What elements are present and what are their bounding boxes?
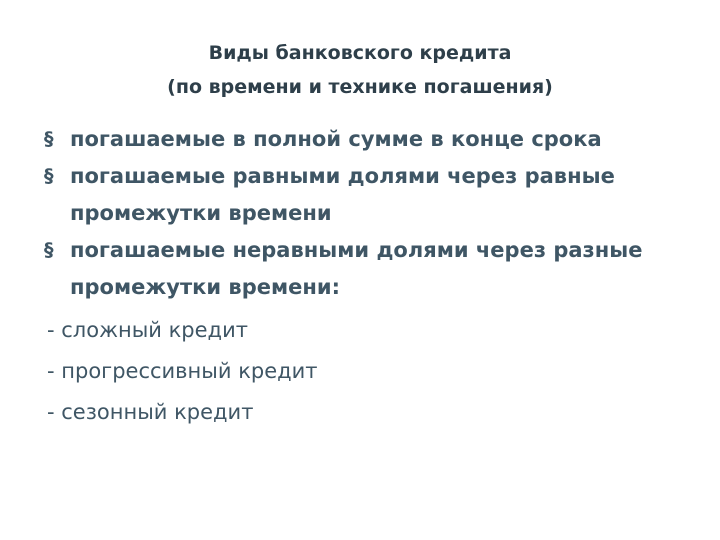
bullet-marker-icon: § — [44, 165, 54, 187]
bullet-marker-icon: § — [44, 239, 54, 261]
bullet-marker-icon: § — [44, 128, 54, 150]
sub-item: - прогрессивный кредит — [47, 359, 318, 383]
bullet-text: погашаемые неравными долями через разные промежутки времени: — [70, 238, 643, 299]
bullet-item — [44, 121, 694, 158]
title-line-1: Виды банковского кредита — [208, 42, 512, 64]
bullet-text: погашаемые равными долями через равные промежутки времени — [70, 164, 615, 225]
title-line-2: (по времени и технике погашения) — [167, 76, 553, 98]
bullet-item — [44, 158, 694, 232]
sub-item-list — [47, 310, 318, 433]
bullet-text: погашаемые в полной сумме в конце срока — [70, 127, 602, 151]
bullet-list — [44, 121, 694, 306]
bullet-item — [44, 232, 694, 306]
slide-title — [0, 36, 720, 104]
sub-item: - сложный кредит — [47, 318, 248, 342]
sub-item: - сезонный кредит — [47, 400, 254, 424]
